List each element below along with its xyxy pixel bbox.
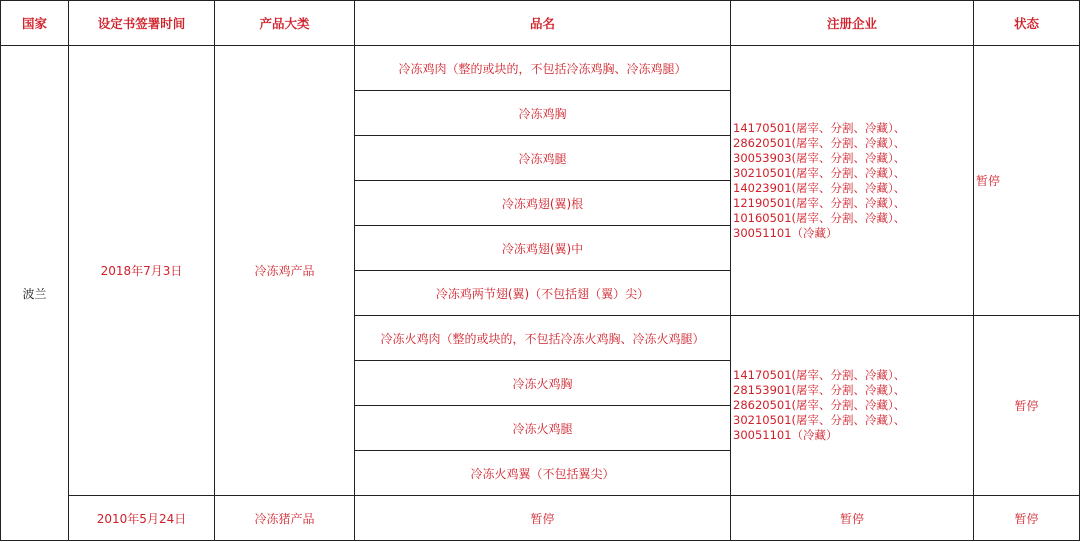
- category-cell: 冷冻鸡产品: [215, 46, 355, 496]
- enterprise-cell: 暂停: [731, 496, 974, 541]
- enterprise-line: 30210501(屠宰、分割、冷藏）、: [733, 165, 906, 180]
- enterprise-line: 28620501(屠宰、分割、冷藏）、: [733, 135, 906, 150]
- table-row: [1, 46, 1080, 91]
- header-country: 国家: [1, 1, 69, 46]
- enterprise-list-cell: [731, 46, 974, 316]
- status-cell: 暂停: [974, 46, 1080, 316]
- category-cell: 冷冻猪产品: [215, 496, 355, 541]
- enterprise-list-cell: [731, 316, 974, 496]
- table-row: [1, 496, 1080, 541]
- enterprise-line: 30210501(屠宰、分割、冷藏）、: [733, 413, 906, 427]
- header-status: 状态: [974, 1, 1080, 46]
- enterprise-line: 14170501(屠宰、分割、冷藏）、: [733, 368, 906, 382]
- product-name-cell: 冷冻鸡翅(翼)中: [355, 226, 731, 271]
- product-name-cell: 冷冻鸡翅(翼)根: [355, 181, 731, 226]
- enterprise-line: 12190501(屠宰、分割、冷藏）、: [733, 195, 906, 210]
- enterprise-line: 10160501(屠宰、分割、冷藏）、: [733, 210, 906, 225]
- sign-date-cell: 2018年7月3日: [69, 46, 215, 496]
- product-name-cell: 冷冻火鸡腿: [355, 406, 731, 451]
- header-product-name: 品名: [355, 1, 731, 46]
- status-cell: 暂停: [974, 316, 1080, 496]
- product-name-cell: 冷冻鸡肉（整的或块的，不包括冷冻鸡胸、冷冻鸡腿）: [355, 46, 731, 91]
- product-name-cell: 冷冻火鸡肉（整的或块的，不包括冷冻火鸡胸、冷冻火鸡腿）: [355, 316, 731, 361]
- header-category: 产品大类: [215, 1, 355, 46]
- country-cell: 波兰: [1, 46, 69, 541]
- enterprise-line: 14023901(屠宰、分割、冷藏）、: [733, 180, 906, 195]
- sign-date-cell: 2010年5月24日: [69, 496, 215, 541]
- product-name-cell: 冷冻鸡胸: [355, 91, 731, 136]
- enterprise-line: 28153901(屠宰、分割、冷藏）、: [733, 383, 906, 397]
- enterprise-line: 30051101（冷藏）: [733, 225, 838, 240]
- enterprise-line: 30051101（冷藏）: [733, 428, 838, 442]
- header-registered-enterprise: 注册企业: [731, 1, 974, 46]
- product-name-cell: 冷冻鸡腿: [355, 136, 731, 181]
- enterprise-line: 30053903(屠宰、分割、冷藏）、: [733, 150, 906, 165]
- status-cell: 暂停: [974, 496, 1080, 541]
- enterprise-line: 28620501(屠宰、分割、冷藏）、: [733, 398, 906, 412]
- product-name-cell: 暂停: [355, 496, 731, 541]
- product-name-cell: 冷冻鸡两节翅(翼)（不包括翅（翼）尖）: [355, 271, 731, 316]
- header-sign-date: 设定书签署时间: [69, 1, 215, 46]
- product-name-cell: 冷冻火鸡胸: [355, 361, 731, 406]
- enterprise-line: 14170501(屠宰、分割、冷藏）、: [733, 120, 906, 135]
- product-name-cell: 冷冻火鸡翼（不包括翼尖）: [355, 451, 731, 496]
- header-row: [1, 1, 1080, 46]
